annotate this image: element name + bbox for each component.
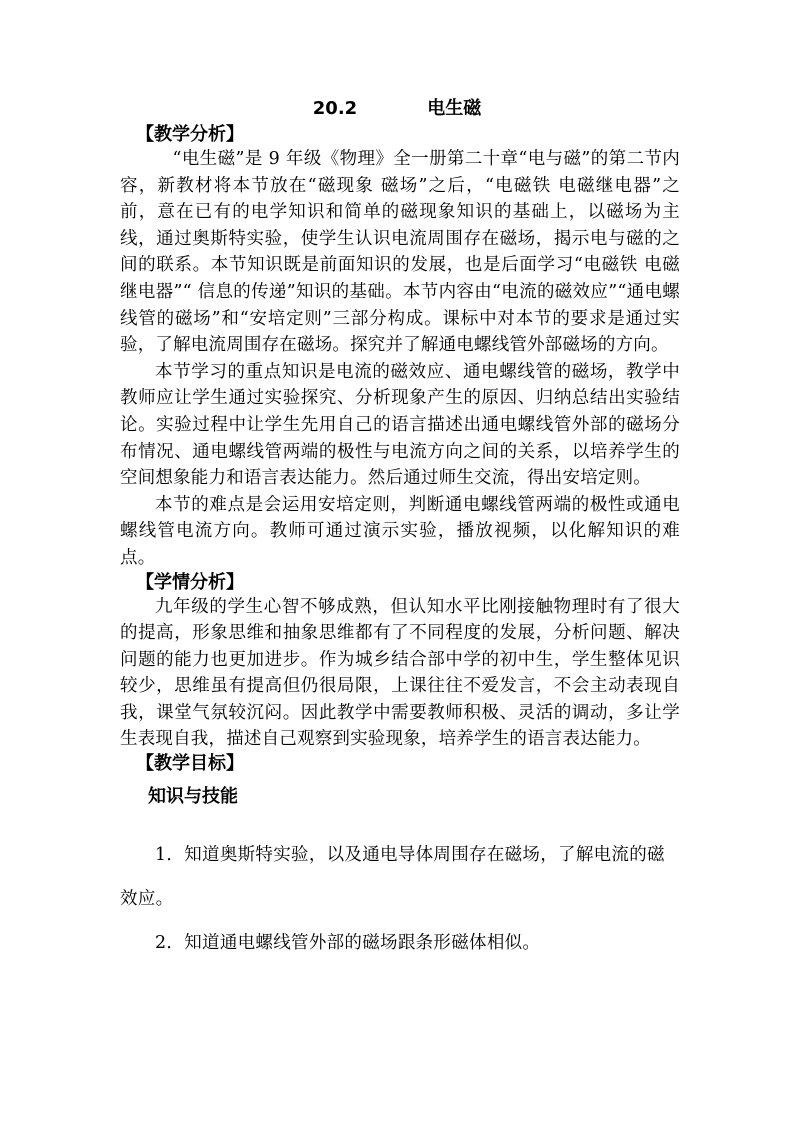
paragraph: “电生磁”是 9 年级《物理》全一册第二十章“电与磁”的第二节内容，新教材将本节放在“磁现象 磁场”之后，“电磁铁 电磁继电器”之前，意在已有的电学知识和简单的磁现象知识的基础上，以磁场为主线，通过奥斯特实验，使学生认识电流周围存在磁场，揭示电与磁的之间的联系。本节知识既是前面知识的发展，也是后面学习“电磁铁 电磁继电器”“ 信息的传递”知识的基础。本节内容由“电流的磁效应”“通电螺线管的磁场”和“安培定则”三部分构成。课标中对本节的要求是通过实验，了解电流周围存在磁场。探究并了解通电螺线管外部磁场的方向。 — [120, 149, 680, 356]
goal-item: 2．知道通电螺线管外部的磁场跟条形磁体相似。 — [155, 933, 541, 954]
goal-item: 1．知道奥斯特实验，以及通电导体周围存在磁场，了解电流的磁效应。 — [120, 845, 665, 910]
paragraph: 九年级的学生心智不够成熟，但认知水平比刚接触物理时有了很大的提高，形象思维和抽象思维都有了不同程度的发展，分析问题、解决问题的能力也更加进步。作为城乡结合部中学的初中生，学生整体见识较少，思维虽有提高但仍很局限，上课往往不爱发言，不会主动表现自我，课堂气氛较沉闷。因此教学中需要教师积极、灵活的调动，多让学生表现自我，描述自己观察到实验现象，培养学生的语言表达能力。 — [120, 596, 680, 750]
heading-student-analysis: 【学情分析】 — [136, 571, 244, 593]
heading-teaching-analysis: 【教学分析】 — [136, 124, 244, 145]
paragraph: 本节学习的重点知识是电流的磁效应、通电螺线管的磁场，教学中教师应让学生通过实验探究、分析现象产生的原因、归纳总结出实验结论。实验过程中让学生先用自己的语言描述出通电螺线管外部的磁场分布情况、通电螺线管两端的极性与电流方向之间的关系，以培养学生的空间想象能力和语言表达能力。然后通过师生交流，得出安培定则。 — [120, 361, 680, 489]
heading-teaching-goals: 【教学目标】 — [136, 753, 244, 775]
subheading-knowledge-skills: 知识与技能 — [148, 786, 238, 808]
document-body — [120, 124, 680, 965]
section-number: 20.2 — [312, 98, 358, 119]
paragraph: 本节的难点是会运用安培定则，判断通电螺线管两端的极性或通电螺线管电流方向。教师可通过演示实验，播放视频，以化解知识的难点。 — [120, 494, 680, 568]
section-title: 电生磁 — [427, 98, 482, 119]
document-title — [0, 96, 794, 122]
